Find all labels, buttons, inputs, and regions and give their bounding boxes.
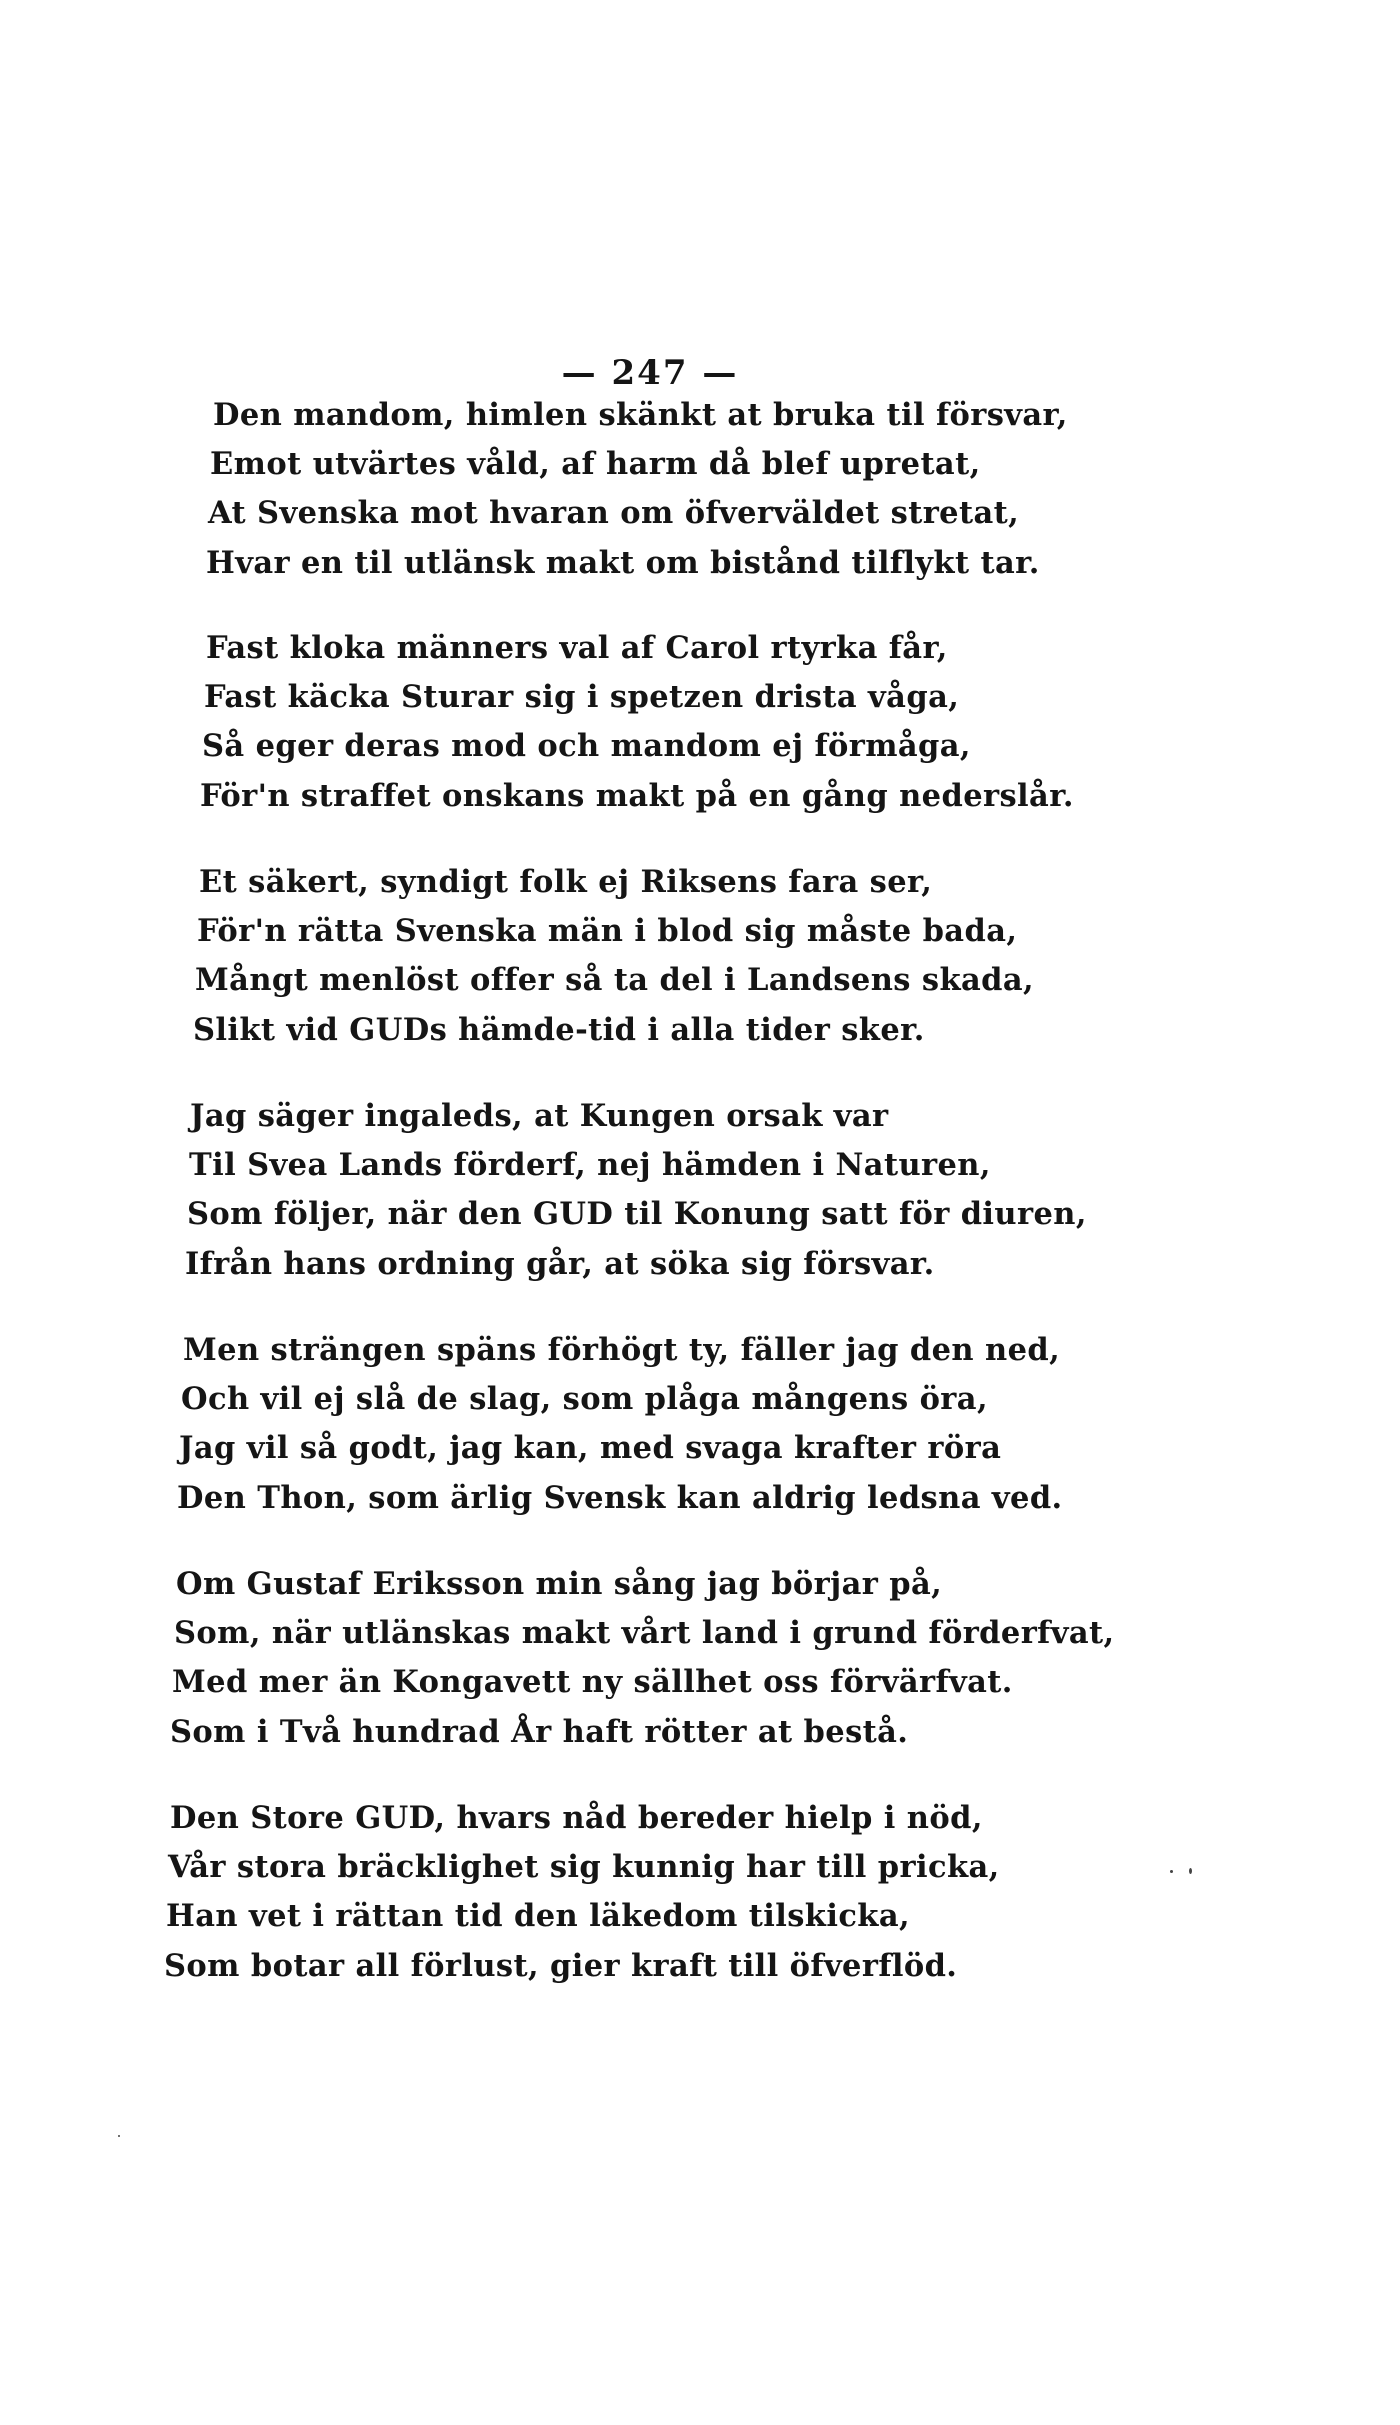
verse-line: Men strängen späns förhögt ty, fäller jag den ned, — [183, 1332, 1061, 1368]
verse-line: Som följer, när den GUD til Konung satt för diuren, — [187, 1196, 1087, 1232]
verse-line: Och vil ej slå de slag, som plåga mångens öra, — [181, 1381, 988, 1417]
verse-line: Med mer än Kongavett ny sällhet oss förvärfvat. — [172, 1664, 1013, 1700]
verse-line: Om Gustaf Eriksson min sång jag börjar på, — [176, 1566, 943, 1602]
verse-line: Slikt vid GUDs hämde-tid i alla tider sker. — [193, 1012, 925, 1048]
verse-line: Som, när utlänskas makt vårt land i grund förderfvat, — [174, 1615, 1115, 1651]
verse-line: Et säkert, syndigt folk ej Riksens fara ser, — [199, 864, 933, 900]
verse-line: Så eger deras mod och mandom ej förmåga, — [202, 728, 971, 764]
verse-line: Vår stora bräcklighet sig kunnig har till pricka, — [168, 1849, 1000, 1885]
print-speck — [1189, 1868, 1192, 1874]
verse-line: Den Store GUD, hvars nåd bereder hielp i nöd, — [170, 1800, 983, 1836]
verse-line: Hvar en til utlänsk makt om bistånd tilflykt tar. — [206, 545, 1040, 581]
verse-line: Fast käcka Sturar sig i spetzen drista våga, — [204, 679, 960, 715]
verse-line: Som i Två hundrad År haft rötter at bestå. — [170, 1714, 909, 1750]
print-speck — [1170, 1870, 1173, 1873]
verse-line: At Svenska mot hvaran om öfverväldet stretat, — [208, 495, 1020, 531]
verse-line: För'n rätta Svenska män i blod sig måste bada, — [197, 913, 1018, 949]
page-number: — 247 — — [561, 353, 739, 393]
verse-line: Ifrån hans ordning går, at söka sig försvar. — [185, 1246, 935, 1282]
print-speck — [118, 2135, 120, 2137]
verse-line: Jag säger ingaleds, at Kungen orsak var — [190, 1098, 889, 1134]
verse-line: Til Svea Lands förderf, nej hämden i Naturen, — [189, 1147, 991, 1183]
verse-line: Jag vil så godt, jag kan, med svaga krafter röra — [179, 1430, 1002, 1466]
verse-line: För'n straffet onskans makt på en gång nederslår. — [200, 778, 1074, 814]
verse-line: Fast kloka männers val af Carol rtyrka får, — [206, 630, 948, 666]
verse-line: Han vet i rättan tid den läkedom tilskicka, — [166, 1898, 911, 1934]
verse-line: Den Thon, som ärlig Svensk kan aldrig ledsna ved. — [177, 1480, 1063, 1516]
verse-line: Den mandom, himlen skänkt at bruka til försvar, — [213, 397, 1068, 433]
verse-line: Som botar all förlust, gier kraft till öfverflöd. — [164, 1948, 958, 1984]
verse-line: Mångt menlöst offer så ta del i Landsens skada, — [195, 962, 1035, 998]
verse-line: Emot utvärtes våld, af harm då blef upretat, — [210, 446, 981, 482]
